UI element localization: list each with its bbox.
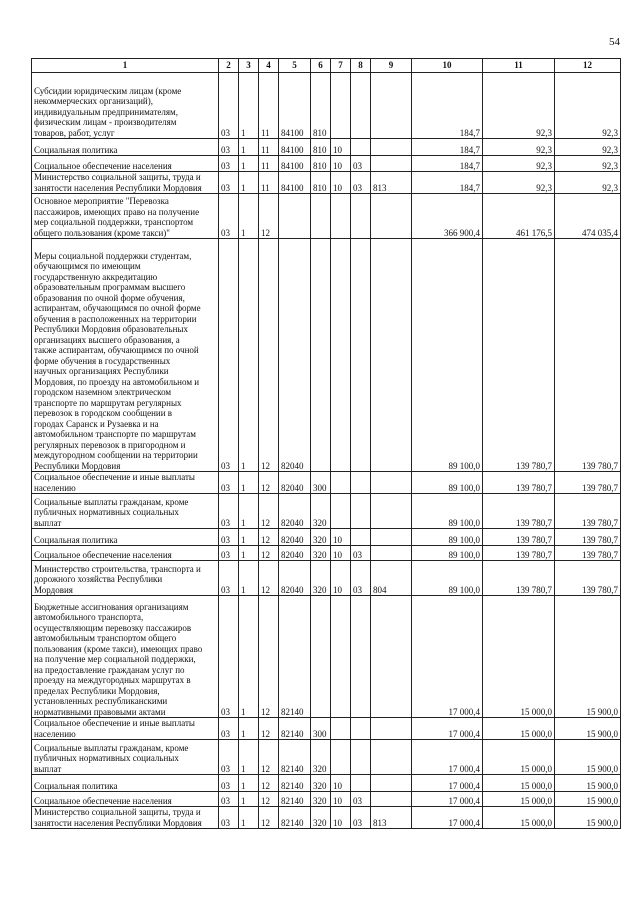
amount-cell: 92,3 xyxy=(555,156,621,172)
code-cell: 10 xyxy=(331,172,351,194)
code-cell: 12 xyxy=(259,792,279,807)
code-cell: 1 xyxy=(239,239,259,472)
amount-cell: 474 035,4 xyxy=(555,194,621,239)
amount-cell: 92,3 xyxy=(483,172,555,194)
amount-cell: 89 100,0 xyxy=(412,472,483,494)
amount-cell: 92,3 xyxy=(555,172,621,194)
amount-cell: 139 780,7 xyxy=(555,561,621,596)
code-cell: 03 xyxy=(219,494,239,529)
code-cell: 03 xyxy=(219,529,239,546)
code-cell xyxy=(351,194,371,239)
code-cell xyxy=(351,718,371,740)
code-cell xyxy=(351,472,371,494)
code-cell: 03 xyxy=(219,156,239,172)
table-row xyxy=(32,472,621,494)
code-cell: 03 xyxy=(219,792,239,807)
code-cell: 10 xyxy=(331,775,351,792)
header-row xyxy=(32,59,621,73)
code-cell: 810 xyxy=(311,156,331,172)
code-cell: 12 xyxy=(259,546,279,561)
code-cell: 03 xyxy=(351,792,371,807)
amount-cell: 92,3 xyxy=(555,73,621,139)
code-cell: 12 xyxy=(259,596,279,718)
code-cell: 03 xyxy=(351,546,371,561)
amount-cell: 89 100,0 xyxy=(412,529,483,546)
code-cell: 03 xyxy=(351,172,371,194)
header-cell: 8 xyxy=(351,59,371,73)
table-row xyxy=(32,792,621,807)
code-cell xyxy=(331,239,351,472)
code-cell: 03 xyxy=(219,172,239,194)
code-cell: 82140 xyxy=(279,718,311,740)
amount-cell: 139 780,7 xyxy=(555,472,621,494)
header-cell: 12 xyxy=(555,59,621,73)
amount-cell: 89 100,0 xyxy=(412,546,483,561)
code-cell: 03 xyxy=(219,596,239,718)
code-cell: 03 xyxy=(351,561,371,596)
code-cell xyxy=(311,596,331,718)
code-cell: 813 xyxy=(371,807,412,829)
row-label-cell: Социальное обеспечение населения xyxy=(32,156,219,172)
row-label-cell: Социальная политика xyxy=(32,529,219,546)
code-cell xyxy=(279,194,311,239)
amount-cell: 139 780,7 xyxy=(483,546,555,561)
code-cell: 1 xyxy=(239,775,259,792)
table-row xyxy=(32,156,621,172)
amount-cell: 15 000,0 xyxy=(483,596,555,718)
code-cell: 11 xyxy=(259,172,279,194)
code-cell: 10 xyxy=(331,561,351,596)
amount-cell: 17 000,4 xyxy=(412,775,483,792)
code-cell xyxy=(371,792,412,807)
amount-cell: 139 780,7 xyxy=(483,239,555,472)
amount-cell: 15 900,0 xyxy=(555,596,621,718)
amount-cell: 17 000,4 xyxy=(412,740,483,775)
row-label-cell: Социальное обеспечение и иные выплаты населению xyxy=(32,718,219,740)
amount-cell: 184,7 xyxy=(412,139,483,156)
row-label-cell: Социальное обеспечение и иные выплаты населению xyxy=(32,472,219,494)
code-cell xyxy=(371,546,412,561)
code-cell: 11 xyxy=(259,73,279,139)
code-cell: 10 xyxy=(331,529,351,546)
code-cell xyxy=(311,239,331,472)
row-label-cell: Социальное обеспечение населения xyxy=(32,792,219,807)
amount-cell: 366 900,4 xyxy=(412,194,483,239)
code-cell: 03 xyxy=(219,561,239,596)
amount-cell: 92,3 xyxy=(483,73,555,139)
code-cell: 03 xyxy=(219,472,239,494)
code-cell xyxy=(351,73,371,139)
code-cell xyxy=(331,73,351,139)
code-cell xyxy=(331,718,351,740)
amount-cell: 139 780,7 xyxy=(555,494,621,529)
code-cell: 12 xyxy=(259,239,279,472)
code-cell: 10 xyxy=(331,792,351,807)
row-label-cell: Министерство социальной защиты, труда и занятости населения Республики Мордовия xyxy=(32,172,219,194)
code-cell: 82140 xyxy=(279,740,311,775)
code-cell xyxy=(371,740,412,775)
code-cell: 82140 xyxy=(279,807,311,829)
header-cell: 9 xyxy=(371,59,412,73)
code-cell: 11 xyxy=(259,156,279,172)
amount-cell: 15 000,0 xyxy=(483,740,555,775)
code-cell: 320 xyxy=(311,740,331,775)
amount-cell: 15 900,0 xyxy=(555,792,621,807)
row-label-cell: Социальное обеспечение населения xyxy=(32,546,219,561)
code-cell: 03 xyxy=(219,546,239,561)
header-cell: 10 xyxy=(412,59,483,73)
code-cell xyxy=(351,596,371,718)
row-label-cell: Социальная политика xyxy=(32,139,219,156)
table-row xyxy=(32,740,621,775)
table-row xyxy=(32,239,621,472)
code-cell: 84100 xyxy=(279,73,311,139)
code-cell: 12 xyxy=(259,494,279,529)
amount-cell: 17 000,4 xyxy=(412,718,483,740)
code-cell xyxy=(371,194,412,239)
amount-cell: 184,7 xyxy=(412,156,483,172)
code-cell: 810 xyxy=(311,73,331,139)
code-cell: 1 xyxy=(239,73,259,139)
amount-cell: 92,3 xyxy=(555,139,621,156)
amount-cell: 15 000,0 xyxy=(483,807,555,829)
code-cell: 03 xyxy=(219,73,239,139)
code-cell: 82040 xyxy=(279,546,311,561)
amount-cell: 139 780,7 xyxy=(483,529,555,546)
code-cell: 10 xyxy=(331,139,351,156)
code-cell: 1 xyxy=(239,494,259,529)
code-cell: 12 xyxy=(259,775,279,792)
code-cell: 1 xyxy=(239,596,259,718)
code-cell xyxy=(331,194,351,239)
amount-cell: 139 780,7 xyxy=(483,472,555,494)
code-cell xyxy=(311,194,331,239)
header-cell: 7 xyxy=(331,59,351,73)
header-cell: 5 xyxy=(279,59,311,73)
table-row xyxy=(32,546,621,561)
code-cell: 82140 xyxy=(279,792,311,807)
amount-cell: 139 780,7 xyxy=(483,494,555,529)
row-label-cell: Министерство социальной защиты, труда и занятости населения Республики Мордовия xyxy=(32,807,219,829)
row-label-cell: Социальная политика xyxy=(32,775,219,792)
code-cell: 320 xyxy=(311,807,331,829)
code-cell xyxy=(331,596,351,718)
code-cell: 84100 xyxy=(279,139,311,156)
row-label-cell: Министерство строительства, транспорта и дорожного хозяйства Республики Мордовия xyxy=(32,561,219,596)
code-cell: 84100 xyxy=(279,172,311,194)
row-label-cell: Бюджетные ассигнования организациям автомобильного транспорта, осуществляющим перевозку пассажиров автомобильным транспортом общего пользования (кроме такси), имеющих право на получение мер социальной поддержки, на предоставление гражданам услуг по проезду на междугородных маршрутах в пределах Республики Мордовия, установленных республиканскими нормативными правовыми актами xyxy=(32,596,219,718)
code-cell: 84100 xyxy=(279,156,311,172)
table-row xyxy=(32,807,621,829)
code-cell xyxy=(351,740,371,775)
amount-cell: 17 000,4 xyxy=(412,807,483,829)
code-cell: 03 xyxy=(219,239,239,472)
amount-cell: 89 100,0 xyxy=(412,494,483,529)
code-cell: 03 xyxy=(219,740,239,775)
table-row xyxy=(32,718,621,740)
table-row xyxy=(32,494,621,529)
amount-cell: 15 900,0 xyxy=(555,740,621,775)
code-cell: 1 xyxy=(239,172,259,194)
code-cell xyxy=(371,596,412,718)
code-cell: 1 xyxy=(239,529,259,546)
code-cell xyxy=(371,73,412,139)
amount-cell: 139 780,7 xyxy=(555,546,621,561)
row-label-cell: Субсидии юридическим лицам (кроме некоммерческих организаций), индивидуальным предпринимателям, физическим лицам - производителям товаров, работ, услуг xyxy=(32,73,219,139)
header-cell: 11 xyxy=(483,59,555,73)
code-cell xyxy=(371,139,412,156)
code-cell: 320 xyxy=(311,792,331,807)
code-cell: 03 xyxy=(219,194,239,239)
amount-cell: 15 000,0 xyxy=(483,775,555,792)
code-cell: 810 xyxy=(311,172,331,194)
code-cell xyxy=(371,472,412,494)
budget-table xyxy=(31,58,621,829)
amount-cell: 15 000,0 xyxy=(483,718,555,740)
code-cell: 1 xyxy=(239,792,259,807)
code-cell: 320 xyxy=(311,529,331,546)
code-cell xyxy=(371,718,412,740)
header-cell: 1 xyxy=(32,59,219,73)
code-cell: 82040 xyxy=(279,239,311,472)
code-cell: 10 xyxy=(331,546,351,561)
code-cell: 82040 xyxy=(279,494,311,529)
code-cell xyxy=(371,494,412,529)
code-cell: 12 xyxy=(259,718,279,740)
table-row xyxy=(32,73,621,139)
code-cell xyxy=(371,529,412,546)
amount-cell: 15 900,0 xyxy=(555,775,621,792)
row-label-cell: Социальные выплаты гражданам, кроме публичных нормативных социальных выплат xyxy=(32,740,219,775)
table-row xyxy=(32,775,621,792)
header-cell: 4 xyxy=(259,59,279,73)
table-row xyxy=(32,561,621,596)
code-cell: 10 xyxy=(331,807,351,829)
code-cell: 82040 xyxy=(279,472,311,494)
code-cell: 810 xyxy=(311,139,331,156)
code-cell xyxy=(331,740,351,775)
code-cell: 320 xyxy=(311,775,331,792)
code-cell: 320 xyxy=(311,561,331,596)
code-cell: 82040 xyxy=(279,561,311,596)
code-cell: 82040 xyxy=(279,529,311,546)
code-cell: 03 xyxy=(219,775,239,792)
amount-cell: 15 900,0 xyxy=(555,718,621,740)
code-cell: 1 xyxy=(239,156,259,172)
code-cell: 320 xyxy=(311,546,331,561)
code-cell xyxy=(351,239,371,472)
code-cell xyxy=(371,156,412,172)
amount-cell: 139 780,7 xyxy=(483,561,555,596)
code-cell xyxy=(371,775,412,792)
code-cell: 10 xyxy=(331,156,351,172)
code-cell: 12 xyxy=(259,472,279,494)
code-cell: 12 xyxy=(259,561,279,596)
amount-cell: 15 900,0 xyxy=(555,807,621,829)
table-row xyxy=(32,139,621,156)
amount-cell: 92,3 xyxy=(483,156,555,172)
code-cell: 1 xyxy=(239,561,259,596)
code-cell xyxy=(331,494,351,529)
table-row xyxy=(32,596,621,718)
code-cell: 804 xyxy=(371,561,412,596)
amount-cell: 184,7 xyxy=(412,172,483,194)
table-row xyxy=(32,194,621,239)
code-cell: 320 xyxy=(311,494,331,529)
code-cell: 12 xyxy=(259,529,279,546)
code-cell: 12 xyxy=(259,740,279,775)
header-cell: 3 xyxy=(239,59,259,73)
page-number: 54 xyxy=(609,36,620,48)
code-cell xyxy=(351,775,371,792)
table-row xyxy=(32,172,621,194)
row-label-cell: Основное мероприятие "Перевозка пассажиров, имеющих право на получение мер социальной поддержки, транспортом общего пользования (кроме такси)" xyxy=(32,194,219,239)
code-cell: 1 xyxy=(239,807,259,829)
code-cell: 12 xyxy=(259,194,279,239)
header-cell: 2 xyxy=(219,59,239,73)
code-cell: 12 xyxy=(259,807,279,829)
code-cell: 1 xyxy=(239,546,259,561)
code-cell: 03 xyxy=(219,718,239,740)
code-cell: 1 xyxy=(239,740,259,775)
code-cell: 03 xyxy=(351,156,371,172)
amount-cell: 17 000,4 xyxy=(412,792,483,807)
amount-cell: 139 780,7 xyxy=(555,529,621,546)
code-cell xyxy=(371,239,412,472)
code-cell: 1 xyxy=(239,194,259,239)
code-cell xyxy=(351,529,371,546)
row-label-cell: Меры социальной поддержки студентам, обучающимся по имеющим государственную аккредитацию образовательным программам высшего образования по очной форме обучения, аспирантам, обучающимся по очной форме обучения в расположенных на территории Республики Мордовия образовательных организациях высшего образования, а также аспирантам, обучающимся по очной форме обучения в государственных научных организациях Республики Мордовия, по проезду на автомобильном и городском наземном электрическом транспорте по маршрутам регулярных перевозок в городском сообщении в городах Саранск и Рузаевка и на автомобильном транспорте по маршрутам регулярных перевозок в пригородном и междугородном сообщении на территории Республики Мордовия xyxy=(32,239,219,472)
row-label-cell: Социальные выплаты гражданам, кроме публичных нормативных социальных выплат xyxy=(32,494,219,529)
code-cell: 03 xyxy=(219,139,239,156)
code-cell: 82140 xyxy=(279,775,311,792)
amount-cell: 15 000,0 xyxy=(483,792,555,807)
code-cell: 03 xyxy=(219,807,239,829)
code-cell: 1 xyxy=(239,718,259,740)
table-row xyxy=(32,529,621,546)
code-cell xyxy=(331,472,351,494)
code-cell: 82140 xyxy=(279,596,311,718)
code-cell: 1 xyxy=(239,139,259,156)
code-cell: 1 xyxy=(239,472,259,494)
amount-cell: 184,7 xyxy=(412,73,483,139)
amount-cell: 139 780,7 xyxy=(555,239,621,472)
header-cell: 6 xyxy=(311,59,331,73)
code-cell: 03 xyxy=(351,807,371,829)
amount-cell: 461 176,5 xyxy=(483,194,555,239)
code-cell: 813 xyxy=(371,172,412,194)
code-cell: 300 xyxy=(311,718,331,740)
code-cell: 300 xyxy=(311,472,331,494)
code-cell: 11 xyxy=(259,139,279,156)
amount-cell: 89 100,0 xyxy=(412,561,483,596)
amount-cell: 17 000,4 xyxy=(412,596,483,718)
code-cell xyxy=(351,494,371,529)
code-cell xyxy=(351,139,371,156)
amount-cell: 92,3 xyxy=(483,139,555,156)
amount-cell: 89 100,0 xyxy=(412,239,483,472)
